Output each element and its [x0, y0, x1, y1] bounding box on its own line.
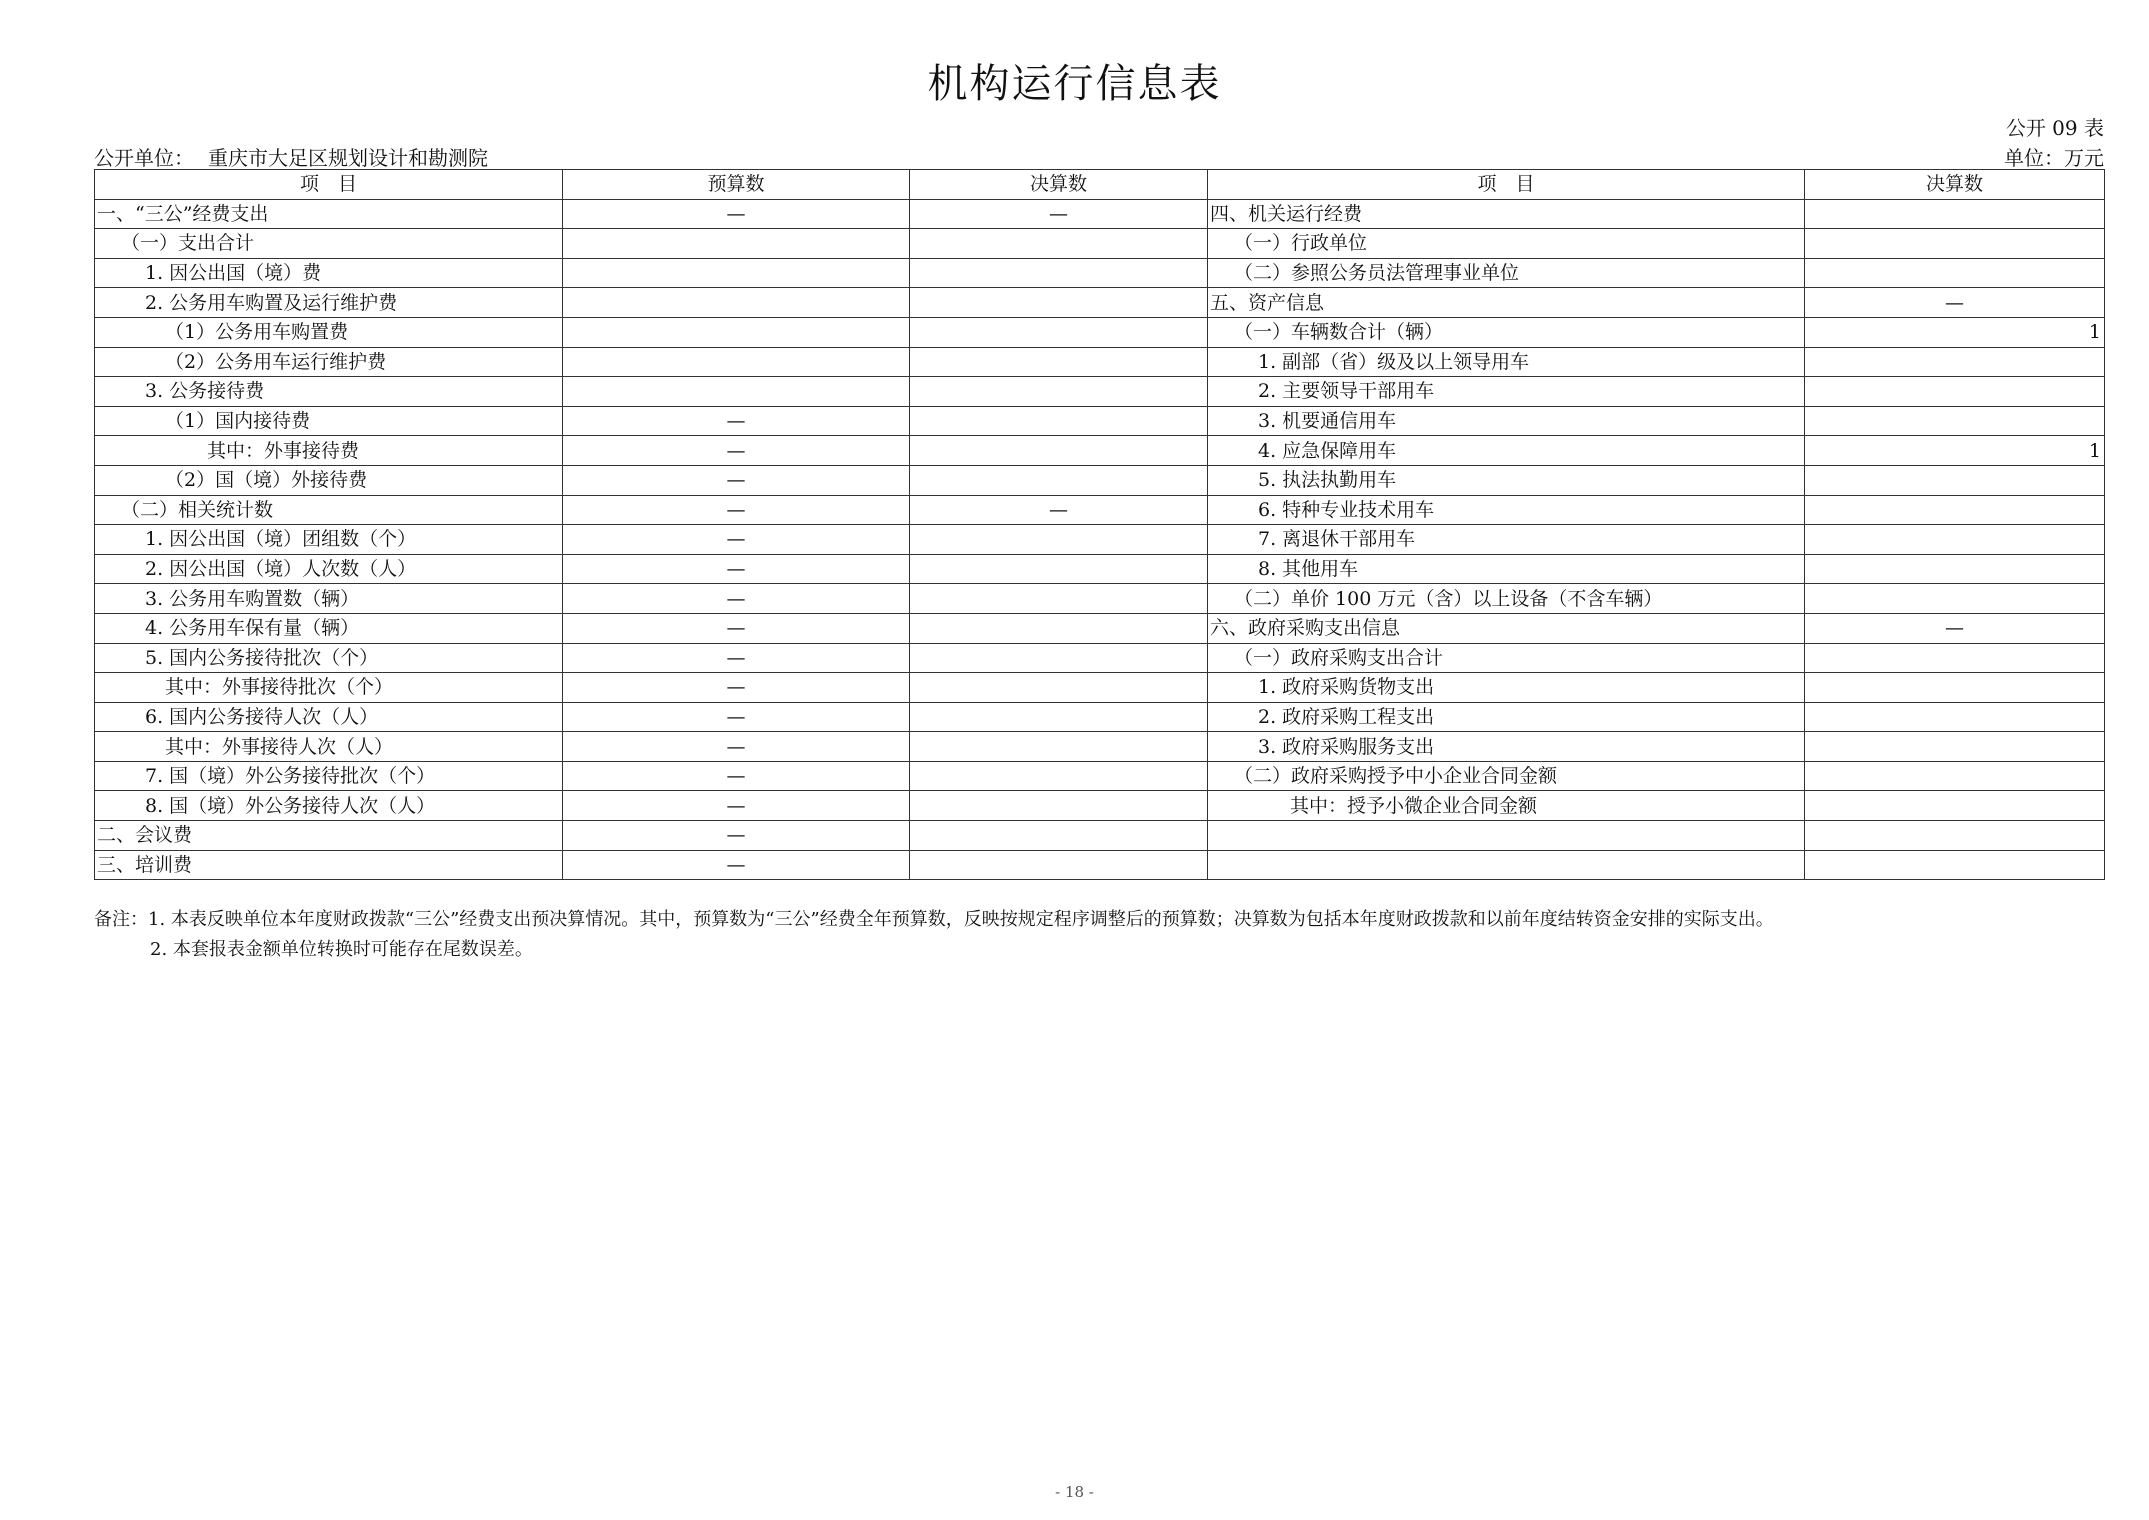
row-item-left: 其中：外事接待费 — [95, 436, 563, 466]
row-item-right — [1208, 850, 1805, 880]
row-final-left — [910, 317, 1208, 347]
row-budget: — — [563, 702, 910, 732]
row-item-left: 3. 公务用车购置数（辆） — [95, 584, 563, 614]
row-final-right: 1 — [1805, 436, 2105, 466]
table-row — [95, 525, 2105, 555]
table-row — [95, 495, 2105, 525]
row-item-left: 1. 因公出国（境）费 — [95, 258, 563, 288]
row-final-right — [1805, 732, 2105, 762]
publishing-unit — [94, 142, 488, 171]
row-final-right: — — [1805, 613, 2105, 643]
row-item-right: 8. 其他用车 — [1208, 554, 1805, 584]
row-item-right: （二）单价 100 万元（含）以上设备（不含车辆） — [1208, 584, 1805, 614]
row-item-left: 3. 公务接待费 — [95, 377, 563, 407]
row-budget: — — [563, 554, 910, 584]
row-item-right: （一）车辆数合计（辆） — [1208, 317, 1805, 347]
row-final-left — [910, 643, 1208, 673]
row-budget: — — [563, 199, 910, 229]
row-item-left: 三、培训费 — [95, 850, 563, 880]
row-final-left — [910, 732, 1208, 762]
row-budget: — — [563, 732, 910, 762]
row-item-left: 1. 因公出国（境）团组数（个） — [95, 525, 563, 555]
header-final-left: 决算数 — [910, 170, 1208, 200]
table-row — [95, 465, 2105, 495]
table-row — [95, 673, 2105, 703]
row-budget — [563, 377, 910, 407]
row-item-left: 二、会议费 — [95, 821, 563, 851]
row-budget: — — [563, 613, 910, 643]
row-item-left: 6. 国内公务接待人次（人） — [95, 702, 563, 732]
header-final-right: 决算数 — [1805, 170, 2105, 200]
row-final-right — [1805, 199, 2105, 229]
row-final-left — [910, 347, 1208, 377]
row-item-right: 4. 应急保障用车 — [1208, 436, 1805, 466]
row-final-left — [910, 525, 1208, 555]
header-budget: 预算数 — [563, 170, 910, 200]
row-item-left: （1）国内接待费 — [95, 406, 563, 436]
table-row — [95, 199, 2105, 229]
row-final-right — [1805, 347, 2105, 377]
row-item-right: 7. 离退休干部用车 — [1208, 525, 1805, 555]
row-budget: — — [563, 791, 910, 821]
table-row — [95, 643, 2105, 673]
row-item-right: 2. 政府采购工程支出 — [1208, 702, 1805, 732]
row-budget — [563, 288, 910, 318]
row-final-left: — — [910, 495, 1208, 525]
row-budget: — — [563, 465, 910, 495]
form-number: 公开 09 表 — [2005, 116, 2104, 140]
row-budget: — — [563, 584, 910, 614]
page-number: - 18 - — [1055, 1483, 1094, 1501]
row-budget: — — [563, 495, 910, 525]
row-final-left — [910, 673, 1208, 703]
row-item-right: （一）行政单位 — [1208, 229, 1805, 259]
row-final-right — [1805, 673, 2105, 703]
row-final-right — [1805, 584, 2105, 614]
row-final-right: 1 — [1805, 317, 2105, 347]
row-budget: — — [563, 406, 910, 436]
row-budget: — — [563, 525, 910, 555]
row-item-left: 其中：外事接待人次（人） — [95, 732, 563, 762]
row-final-left — [910, 377, 1208, 407]
row-item-left: （二）相关统计数 — [95, 495, 563, 525]
row-budget: — — [563, 643, 910, 673]
row-item-right: 四、机关运行经费 — [1208, 199, 1805, 229]
row-final-right — [1805, 554, 2105, 584]
table-row — [95, 406, 2105, 436]
table-row — [95, 761, 2105, 791]
row-final-left — [910, 229, 1208, 259]
row-final-left — [910, 436, 1208, 466]
row-final-right — [1805, 258, 2105, 288]
row-final-left — [910, 406, 1208, 436]
row-final-right — [1805, 525, 2105, 555]
row-item-left: （1）公务用车购置费 — [95, 317, 563, 347]
row-item-left: 4. 公务用车保有量（辆） — [95, 613, 563, 643]
row-item-right: 1. 政府采购货物支出 — [1208, 673, 1805, 703]
table-row — [95, 791, 2105, 821]
table-row — [95, 258, 2105, 288]
row-final-left — [910, 465, 1208, 495]
row-item-right: 6. 特种专业技术用车 — [1208, 495, 1805, 525]
row-item-right: 3. 政府采购服务支出 — [1208, 732, 1805, 762]
row-budget: — — [563, 436, 910, 466]
row-item-right — [1208, 821, 1805, 851]
row-item-left: 2. 因公出国（境）人次数（人） — [95, 554, 563, 584]
row-final-right — [1805, 229, 2105, 259]
row-final-left — [910, 613, 1208, 643]
row-item-right: 5. 执法执勤用车 — [1208, 465, 1805, 495]
row-item-right: （二）政府采购授予中小企业合同金额 — [1208, 761, 1805, 791]
table-row — [95, 288, 2105, 318]
row-final-right — [1805, 850, 2105, 880]
row-item-left: 5. 国内公务接待批次（个） — [95, 643, 563, 673]
row-final-right — [1805, 702, 2105, 732]
row-final-right: — — [1805, 288, 2105, 318]
row-final-left — [910, 288, 1208, 318]
row-final-left — [910, 821, 1208, 851]
table-row — [95, 317, 2105, 347]
row-final-right — [1805, 761, 2105, 791]
row-budget: — — [563, 850, 910, 880]
row-item-right: 六、政府采购支出信息 — [1208, 613, 1805, 643]
row-final-left — [910, 761, 1208, 791]
table-row — [95, 850, 2105, 880]
row-item-left: 8. 国（境）外公务接待人次（人） — [95, 791, 563, 821]
row-final-right — [1805, 821, 2105, 851]
table-header-row — [95, 170, 2105, 200]
row-item-left: 一、“三公”经费支出 — [95, 199, 563, 229]
header-item-right: 项 目 — [1208, 170, 1805, 200]
row-final-left — [910, 850, 1208, 880]
table-row — [95, 702, 2105, 732]
header-item-left: 项 目 — [95, 170, 563, 200]
row-final-right — [1805, 406, 2105, 436]
row-final-left — [910, 554, 1208, 584]
unit-name: 重庆市大足区规划设计和勘测院 — [208, 146, 488, 170]
row-item-right: 1. 副部（省）级及以上领导用车 — [1208, 347, 1805, 377]
table-row — [95, 821, 2105, 851]
row-item-right: 五、资产信息 — [1208, 288, 1805, 318]
row-item-right: （二）参照公务员法管理事业单位 — [1208, 258, 1805, 288]
table-row — [95, 732, 2105, 762]
row-item-right: 其中：授予小微企业合同金额 — [1208, 791, 1805, 821]
row-final-left: — — [910, 199, 1208, 229]
unit-info-row — [94, 142, 2104, 168]
row-item-left: （2）国（境）外接待费 — [95, 465, 563, 495]
row-final-right — [1805, 465, 2105, 495]
note-2: 2. 本套报表金额单位转换时可能存在尾数误差。 — [150, 939, 533, 960]
row-final-left — [910, 258, 1208, 288]
page-title: 机构运行信息表 — [927, 61, 1222, 107]
row-item-left: （一）支出合计 — [95, 229, 563, 259]
row-final-right — [1805, 643, 2105, 673]
row-budget — [563, 229, 910, 259]
row-budget: — — [563, 673, 910, 703]
table-row — [95, 584, 2105, 614]
row-budget — [563, 317, 910, 347]
row-final-left — [910, 584, 1208, 614]
table-row — [95, 554, 2105, 584]
row-item-left: （2）公务用车运行维护费 — [95, 347, 563, 377]
row-final-right — [1805, 377, 2105, 407]
row-final-right — [1805, 495, 2105, 525]
row-budget: — — [563, 821, 910, 851]
table-row — [95, 377, 2105, 407]
row-item-left: 7. 国（境）外公务接待批次（个） — [95, 761, 563, 791]
row-item-right: 2. 主要领导干部用车 — [1208, 377, 1805, 407]
table-row — [95, 347, 2105, 377]
note-1: 备注：1. 本表反映单位本年度财政拨款“三公”经费支出预决算情况。其中，预算数为“三公”经费全年预算数，反映按规定程序调整后的预算数；决算数为包括本年度财政拨款和以前年度结转资金安排的实际支出。 — [94, 909, 1774, 930]
row-item-left: 其中：外事接待批次（个） — [95, 673, 563, 703]
info-table — [94, 169, 2105, 880]
row-final-left — [910, 791, 1208, 821]
row-budget — [563, 347, 910, 377]
table-row — [95, 436, 2105, 466]
row-budget — [563, 258, 910, 288]
row-item-right: 3. 机要通信用车 — [1208, 406, 1805, 436]
unit-label: 公开单位： — [94, 146, 194, 170]
table-row — [95, 229, 2105, 259]
currency-unit: 单位：万元 — [2004, 146, 2104, 170]
row-item-right: （一）政府采购支出合计 — [1208, 643, 1805, 673]
row-final-right — [1805, 791, 2105, 821]
row-budget: — — [563, 761, 910, 791]
row-item-left: 2. 公务用车购置及运行维护费 — [95, 288, 563, 318]
table-row — [95, 613, 2105, 643]
notes — [94, 905, 1774, 965]
row-final-left — [910, 702, 1208, 732]
